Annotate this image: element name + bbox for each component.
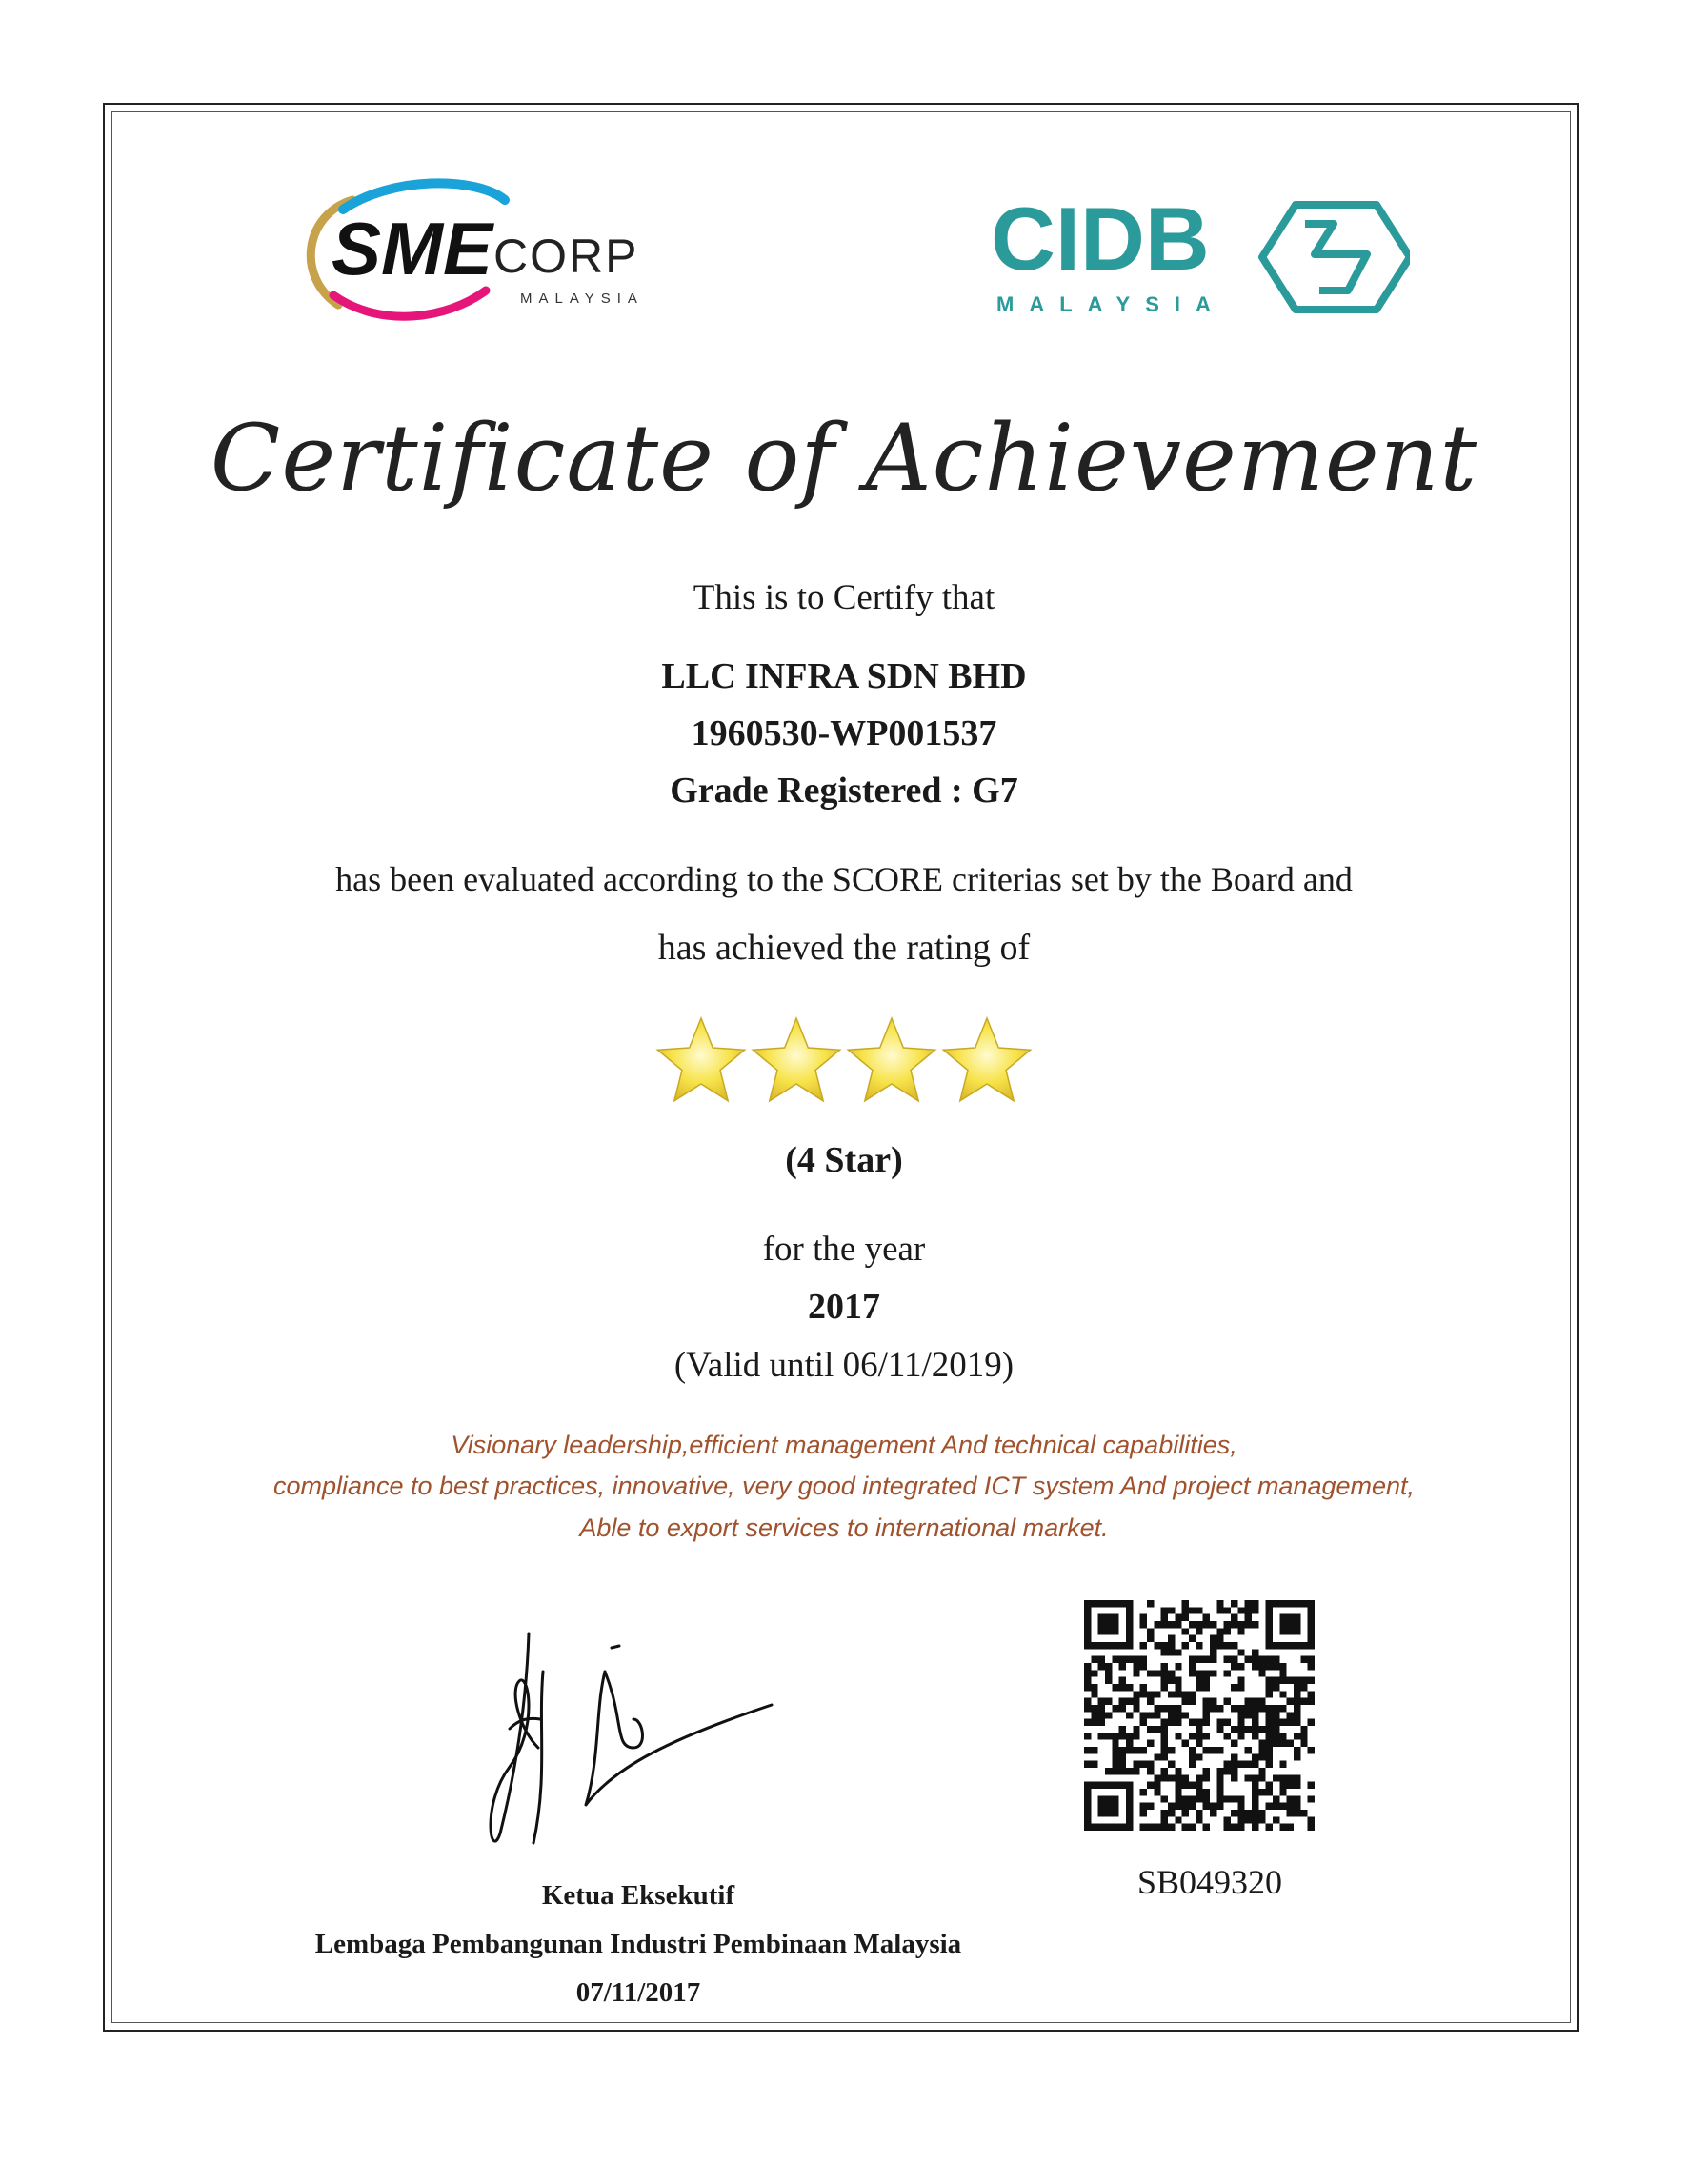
cidb-logo xyxy=(991,195,1410,319)
description-line-1: Visionary leadership,efficient management And technical capabilities, xyxy=(451,1431,1237,1459)
cidb-logo-country: MALAYSIA xyxy=(996,292,1226,316)
cidb-logo-main: CIDB xyxy=(991,195,1210,289)
company-name: LLC INFRA SDN BHD xyxy=(661,656,1027,696)
description-line-3: Able to export services to international market. xyxy=(579,1513,1109,1542)
qr-code xyxy=(1084,1600,1315,1831)
certify-intro: This is to Certify that xyxy=(693,578,995,617)
sme-logo-main: SME xyxy=(332,207,493,291)
evaluation-text-2: has achieved the rating of xyxy=(657,928,1031,968)
star-rating xyxy=(653,1012,1035,1112)
validity-period: (Valid until 06/11/2019) xyxy=(673,1346,1015,1385)
star-icon xyxy=(943,1018,1030,1101)
for-the-year-label: for the year xyxy=(762,1230,926,1269)
signature xyxy=(481,1614,786,1862)
registration-number: 1960530-WP001537 xyxy=(691,713,997,753)
sme-logo-country: MALAYSIA xyxy=(520,291,644,307)
evaluation-text-1: has been evaluated according to the SCORE criterias set by the Board and xyxy=(335,860,1353,898)
signature-date: 07/11/2017 xyxy=(575,1977,701,2008)
certificate-title: Certificate of Achievement xyxy=(210,405,1478,511)
star-label: (4 Star) xyxy=(785,1140,903,1180)
signatory-position: Ketua Eksekutif xyxy=(541,1880,735,1911)
grade-registered: Grade Registered : G7 xyxy=(670,771,1018,811)
star-icon xyxy=(657,1018,744,1101)
rating-year: 2017 xyxy=(808,1287,880,1327)
description-line-2: compliance to best practices, innovative, very good integrated ICT system And project management, xyxy=(272,1472,1416,1500)
star-icon xyxy=(753,1018,839,1101)
star-icon xyxy=(848,1018,934,1101)
signatory-organisation: Lembaga Pembangunan Industri Pembinaan Malaysia xyxy=(314,1929,962,1959)
serial-number: SB049320 xyxy=(1136,1863,1283,1901)
sme-corp-logo xyxy=(286,171,686,324)
sme-logo-corp: CORP xyxy=(493,230,639,283)
